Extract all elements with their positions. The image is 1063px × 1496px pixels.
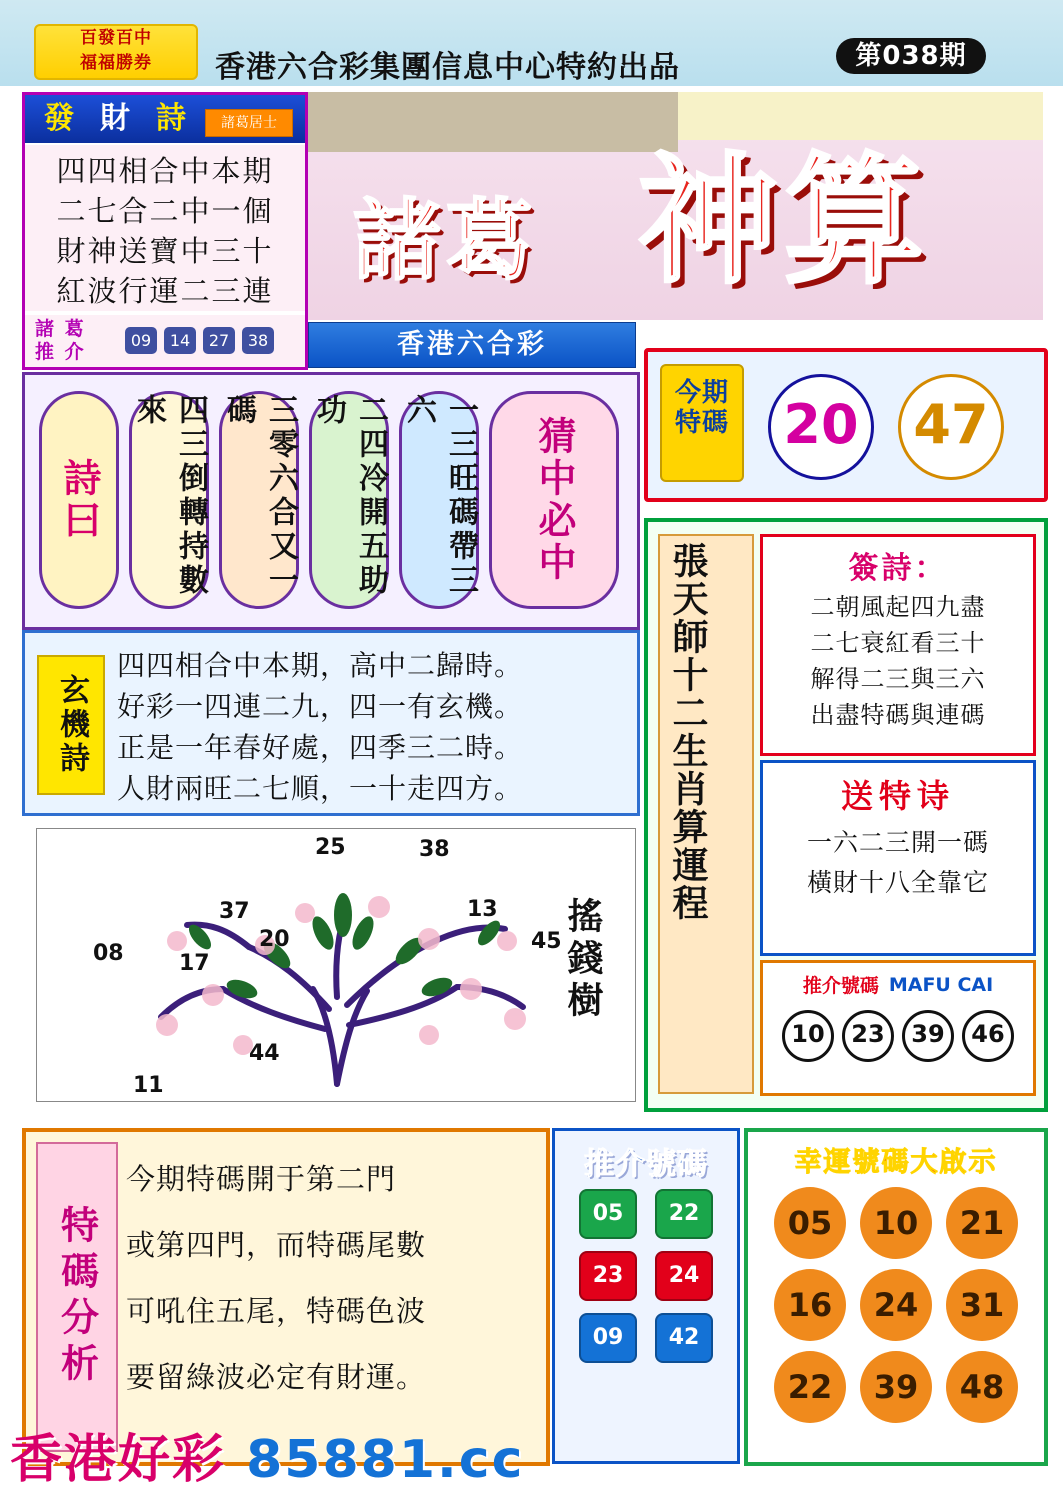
- issue-badge: 第038期: [836, 38, 986, 74]
- tuijie-label-en: MAFU CAI: [888, 973, 994, 996]
- recommend-label: [35, 318, 121, 364]
- qianshi-line: 出盡特碼與連碼: [810, 701, 986, 729]
- mystic-poem-line: 人財兩旺二七順，一十走四方。: [117, 772, 524, 805]
- lucky-number-grid: [748, 1187, 1044, 1423]
- brand-logo: [34, 24, 198, 80]
- tema-analysis-text: [126, 1146, 536, 1410]
- tuijie-number: 46: [962, 1010, 1014, 1062]
- tema-analysis-line: 今期特碼開于第二門: [126, 1162, 397, 1196]
- watermark-url: 85881.cc: [246, 1430, 525, 1490]
- poem-pill-text: 三零六合又一碼: [221, 394, 298, 598]
- mystic-poem-lines: [117, 645, 627, 809]
- tuijie-label-cn: 推介號碼: [802, 975, 879, 997]
- recommend-number: 27: [203, 327, 235, 354]
- fortune-poem-header: [25, 95, 305, 143]
- lucky-number: 10: [860, 1187, 932, 1259]
- zhang-tianshi-title: [658, 534, 754, 1094]
- fortune-poem-lines: [25, 145, 305, 311]
- recommend-number-title: 推介號碼: [584, 1147, 708, 1182]
- poem-pill: [399, 391, 479, 609]
- song-te-shi-box: [760, 760, 1036, 956]
- page-header: [0, 0, 1063, 86]
- tuijie-number: 39: [902, 1010, 954, 1062]
- watermark-text: 香港好彩: [10, 1430, 227, 1490]
- zhang-tianshi-title-text: 張天師十二生肖算運程: [667, 542, 708, 922]
- lucky-number: 24: [860, 1269, 932, 1341]
- song-te-shi-title: 送特诗: [840, 777, 955, 815]
- recommend-number: 14: [164, 327, 196, 354]
- tuijie-number: 10: [782, 1010, 834, 1062]
- poem-pill: [309, 391, 389, 609]
- tuijie-header: [763, 971, 1033, 998]
- fortune-line: 四四相合中本期: [56, 154, 274, 188]
- lottery-name: 香港六合彩: [397, 329, 547, 360]
- tema-analysis-line: 可吼住五尾，特碼色波: [126, 1294, 427, 1328]
- money-tree-icon: [37, 829, 635, 1101]
- lucky-number: 31: [946, 1269, 1018, 1341]
- mystic-poem-box: [22, 630, 640, 816]
- recommend-label-line-2: 推 介: [35, 341, 86, 363]
- tema-analysis-label-text: 特碼分析: [54, 1205, 99, 1389]
- money-tree-caption: [557, 897, 613, 1027]
- special-code-ball: 47: [898, 374, 1004, 480]
- recommend-number: 38: [242, 327, 274, 354]
- tema-analysis-label: [36, 1142, 118, 1452]
- tree-number: 45: [531, 929, 562, 954]
- mystic-poem-line: 好彩一四連二九，四一有玄機。: [117, 690, 524, 723]
- tuijie-number: 23: [842, 1010, 894, 1062]
- recommend-number-chip: 22: [655, 1189, 713, 1239]
- tree-number: 11: [133, 1073, 164, 1098]
- tree-number: 13: [467, 897, 498, 922]
- lucky-number: 39: [860, 1351, 932, 1423]
- fortune-line: 紅波行運二三連: [56, 274, 274, 308]
- poem-pill: [219, 391, 299, 609]
- mystic-poem-line: 正是一年春好處，四季三二時。: [117, 731, 524, 764]
- poem-pill: [489, 391, 619, 609]
- masthead-title: [308, 92, 1043, 320]
- tema-analysis-line: 或第四門，而特碼尾數: [126, 1228, 427, 1262]
- author-badge: 諸葛居士: [205, 109, 293, 137]
- lucky-number: 05: [774, 1187, 846, 1259]
- special-code-ball: 20: [768, 374, 874, 480]
- lucky-number: 16: [774, 1269, 846, 1341]
- tree-number: 08: [93, 941, 124, 966]
- recommend-number-box: [552, 1128, 740, 1464]
- qianshi-line: 解得二三與三六: [810, 665, 986, 693]
- special-code-label: 今期特碼: [660, 364, 744, 482]
- page-title: 香港六合彩集團信息中心特約出品: [215, 50, 680, 85]
- money-tree-caption-text: 搖錢樹: [562, 897, 603, 1023]
- tree-number: 25: [315, 835, 346, 860]
- lucky-number-title: 幸運號碼大啟示: [794, 1147, 998, 1178]
- masthead-band-left: [308, 92, 678, 152]
- fortune-recommend-row: [25, 315, 305, 367]
- poem-pill-text: 猜中必中: [532, 416, 576, 584]
- logo-line-1: 百發百中: [80, 28, 152, 48]
- poem-pill-text: 一三旺碼帶三六: [401, 394, 478, 598]
- fortune-line: 二七合二中一個: [56, 194, 274, 228]
- masthead-title-part-2: 神算: [638, 140, 931, 304]
- recommend-number-chip: 05: [579, 1189, 637, 1239]
- lucky-number-box: [744, 1128, 1048, 1466]
- lucky-number: 22: [774, 1351, 846, 1423]
- fortune-line: 財神送寶中三十: [56, 234, 274, 268]
- recommend-number-grid: [555, 1189, 737, 1363]
- masthead-title-part-1: 諸葛: [353, 189, 538, 292]
- qianshi-line: 二朝風起四九盡: [810, 593, 986, 621]
- recommend-number-chip: 23: [579, 1251, 637, 1301]
- money-tree-illustration: [36, 828, 636, 1102]
- song-te-shi-line: 一六二三開一碼: [806, 828, 989, 857]
- poem-pill-text: 詩曰: [57, 458, 101, 542]
- lucky-number: 21: [946, 1187, 1018, 1259]
- tree-number: 20: [259, 927, 290, 952]
- qianshi-title: 簽詩：: [848, 551, 948, 586]
- qianshi-box: [760, 534, 1036, 756]
- poem-pill-row: [22, 372, 640, 630]
- poem-pill-text: 二四冷開五助功: [311, 394, 388, 598]
- mystic-poem-line: 四四相合中本期，高中二歸時。: [117, 649, 524, 682]
- recommend-number: 09: [125, 327, 157, 354]
- zhang-tianshi-box: [644, 518, 1048, 1112]
- poem-pill-text: 四三倒轉持數來: [131, 394, 208, 598]
- tema-analysis-line: 要留綠波必定有財運。: [126, 1360, 427, 1394]
- poem-pill: [39, 391, 119, 609]
- tree-number: 44: [249, 1041, 280, 1066]
- recommend-number-list: [125, 327, 274, 354]
- lottery-name-bar: [308, 322, 636, 368]
- lucky-number: 48: [946, 1351, 1018, 1423]
- poem-pill: [129, 391, 209, 609]
- fortune-title-char-2: 財: [100, 101, 130, 136]
- tree-number: 17: [179, 951, 210, 976]
- recommend-number-chip: 09: [579, 1313, 637, 1363]
- watermark: [10, 1417, 524, 1492]
- tree-number: 37: [219, 899, 250, 924]
- tuijie-number-list: [763, 1010, 1033, 1062]
- recommend-label-line-1: 諸 葛: [35, 318, 86, 340]
- tuijie-number-box: [760, 960, 1036, 1096]
- mystic-poem-label-text: 玄機詩: [54, 674, 89, 776]
- fortune-title-char-3: 詩: [156, 101, 186, 136]
- recommend-number-chip: 42: [655, 1313, 713, 1363]
- fortune-poem-box: [22, 92, 308, 370]
- qianshi-line: 二七衰紅看三十: [810, 629, 986, 657]
- song-te-shi-line: 橫財十八全靠它: [806, 868, 989, 897]
- mystic-poem-label: [37, 655, 105, 795]
- tree-number: 38: [419, 837, 450, 862]
- special-code-box: [644, 348, 1048, 502]
- fortune-title-char-1: 發: [44, 101, 74, 136]
- logo-line-2: 福福勝券: [80, 53, 152, 73]
- recommend-number-chip: 24: [655, 1251, 713, 1301]
- tema-analysis-box: [22, 1128, 550, 1466]
